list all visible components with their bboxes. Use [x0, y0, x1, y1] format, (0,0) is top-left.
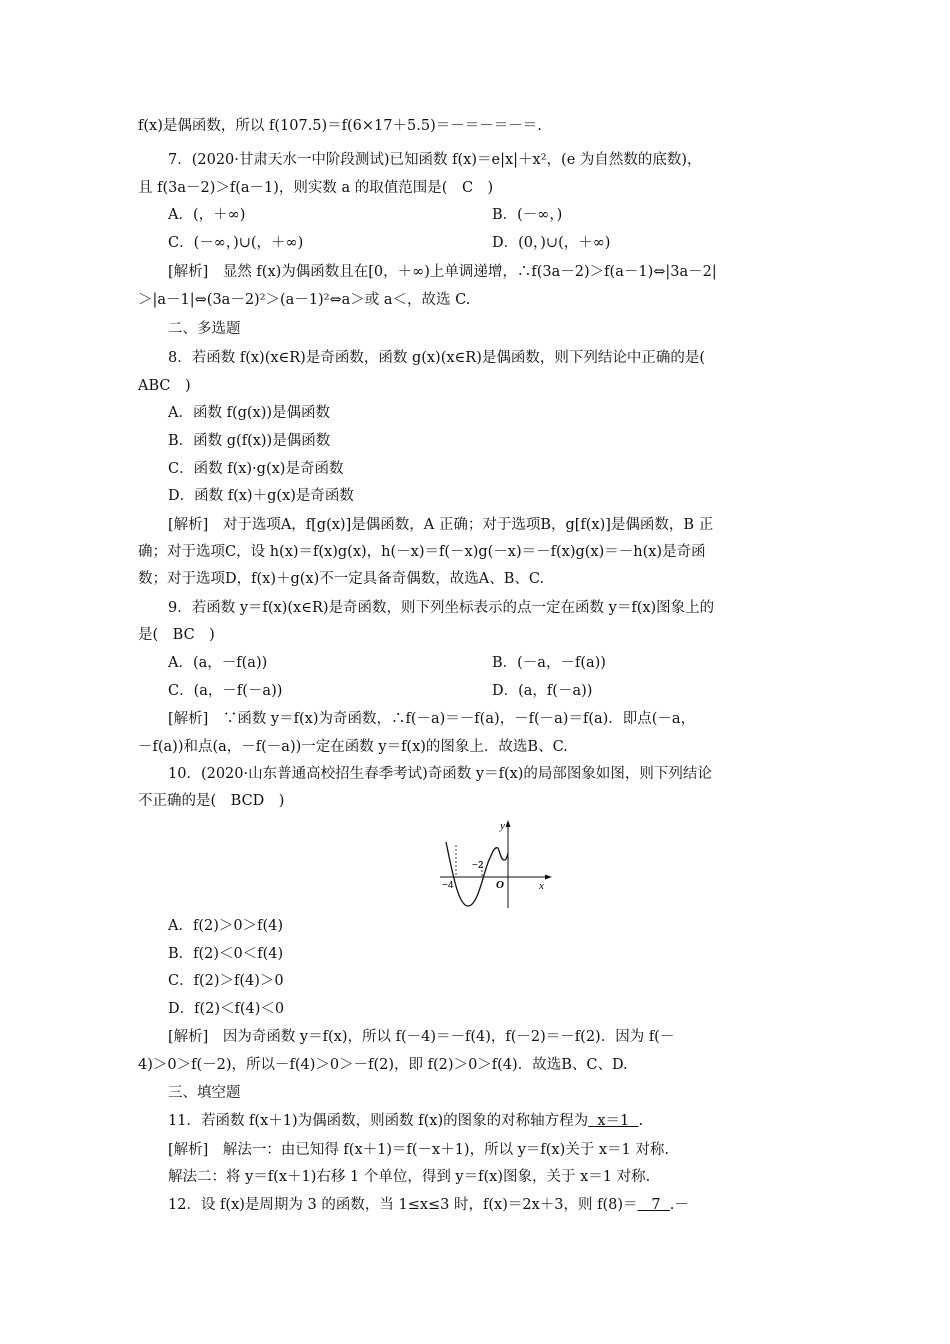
- option-d: D．(0，)∪(，＋∞): [492, 235, 611, 251]
- option-c: C．函数 f(x)·g(x)是奇函数: [168, 461, 344, 477]
- tick-label-neg4: −4: [442, 880, 454, 891]
- option-d: D．f(2)＜f(4)＜0: [168, 1001, 285, 1017]
- text-line: ABC ): [138, 378, 191, 394]
- y-axis-arrow: [506, 820, 511, 827]
- x-axis-arrow: [545, 875, 552, 880]
- analysis: [解析] 解法一：由已知得 f(x＋1)＝f(－x＋1)，所以 y＝f(x)关于 x＝1 对称.: [168, 1142, 669, 1158]
- section-heading: 三、填空题: [168, 1085, 241, 1101]
- text-line: 且 f(3a－2)＞f(a－1)，则实数 a 的取值范围是( C ): [138, 180, 494, 196]
- question-text: 12．设 f(x)是周期为 3 的函数，当 1≤x≤3 时，f(x)＝2x＋3，则 f(8)＝: [168, 1197, 638, 1213]
- text-line: 4)＞0＞f(－2)，所以－f(4)＞0＞－f(2)，即 f(2)＞0＞f(4)．故选B、C、D.: [138, 1057, 628, 1073]
- question-10: 10．(2020·山东普通高校招生春季考试)奇函数 y＝f(x)的局部图象如图，则下列结论: [168, 766, 712, 782]
- analysis: [解析] ∵函数 y＝f(x)为奇函数，∴f(－a)＝－f(a)，－f(－a)＝f(a)．即点(－a，: [168, 711, 696, 727]
- option-c: C．(a，－f(－a)): [168, 683, 283, 699]
- option-a: A．(，＋∞): [168, 207, 246, 223]
- question-text-end: .: [638, 1113, 644, 1129]
- function-graph-figure: [436, 818, 556, 912]
- answer-blank: [588, 1113, 638, 1129]
- option-c: C．f(2)＞f(4)＞0: [168, 973, 284, 989]
- option-a: A．函数 f(g(x))是偶函数: [168, 405, 331, 421]
- x-axis-label: x: [539, 880, 544, 892]
- text-line: 确；对于选项C，设 h(x)＝f(x)g(x)，h(－x)＝f(－x)g(－x)＝－f(x)g(x)＝－h(x)是奇函: [138, 544, 706, 560]
- option-c: C．(－∞，)∪(，＋∞): [168, 235, 304, 251]
- analysis: [解析] 对于选项A，f[g(x)]是偶函数，A 正确；对于选项B，g[f(x)]是偶函数，B 正: [168, 517, 714, 533]
- text-line: 是( BC ): [138, 627, 215, 643]
- option-a: A．f(2)＞0＞f(4): [168, 918, 284, 934]
- text-line: 数；对于选项D，f(x)＋g(x)不一定具备奇偶数，故选A、B、C.: [138, 571, 545, 587]
- option-b: B．(－∞，): [492, 207, 563, 223]
- option-b: B．f(2)＜0＜f(4): [168, 946, 284, 962]
- option-b: B．(－a，－f(a)): [492, 655, 606, 671]
- origin-label: O: [496, 879, 504, 891]
- section-heading: 二、多选题: [168, 321, 241, 337]
- question-11: [168, 1109, 643, 1133]
- function-curve: [446, 842, 508, 906]
- analysis: 解法二：将 y＝f(x＋1)右移 1 个单位，得到 y＝f(x)图象，关于 x＝1 对称.: [168, 1169, 651, 1185]
- answer-value: 7: [651, 1197, 661, 1213]
- question-7: 7．(2020·甘肃天水一中阶段测试)已知函数 f(x)＝e|x|＋x²，(e 为自然数的底数)，: [168, 152, 702, 168]
- text-line: －f(a))和点(a，－f(－a))一定在函数 y＝f(x)的图象上．故选B、C.: [138, 739, 568, 755]
- option-d: D．函数 f(x)＋g(x)是奇函数: [168, 488, 354, 504]
- text-line: f(x)是偶函数，所以 f(107.5)＝f(6×17＋5.5)＝－＝－＝－＝.: [138, 118, 542, 134]
- analysis: [解析] 显然 f(x)为偶函数且在[0，＋∞)上单调递增，∴f(3a－2)＞f(a－1)⇔|3a－2|: [168, 264, 717, 280]
- analysis: [解析] 因为奇函数 y＝f(x)，所以 f(－4)＝－f(4)，f(－2)＝－f(2)．因为 f(－: [168, 1029, 675, 1045]
- y-axis-label: y: [500, 820, 505, 832]
- question-8: 8．若函数 f(x)(x∈R)是奇函数，函数 g(x)(x∈R)是偶函数，则下列结论中正确的是(: [168, 350, 706, 366]
- answer-value: x＝1: [597, 1113, 630, 1129]
- option-d: D．(a，f(－a)): [492, 683, 593, 699]
- text-line: 不正确的是( BCD ): [138, 793, 285, 809]
- option-b: B．函数 g(f(x))是偶函数: [168, 433, 331, 449]
- tick-label-neg2: −2: [472, 860, 484, 871]
- option-a: A．(a，－f(a)): [168, 655, 268, 671]
- question-text: 11．若函数 f(x＋1)为偶函数，则函数 f(x)的图象的对称轴方程为: [168, 1113, 589, 1129]
- question-text-end: .－: [669, 1197, 689, 1213]
- text-line: ＞|a－1|⇔(3a－2)²＞(a－1)²⇔a＞或 a＜，故选 C.: [138, 292, 471, 308]
- question-12: [168, 1193, 689, 1217]
- question-9: 9．若函数 y＝f(x)(x∈R)是奇函数，则下列坐标表示的点一定在函数 y＝f(x)图象上的: [168, 600, 715, 616]
- answer-blank: [638, 1197, 670, 1213]
